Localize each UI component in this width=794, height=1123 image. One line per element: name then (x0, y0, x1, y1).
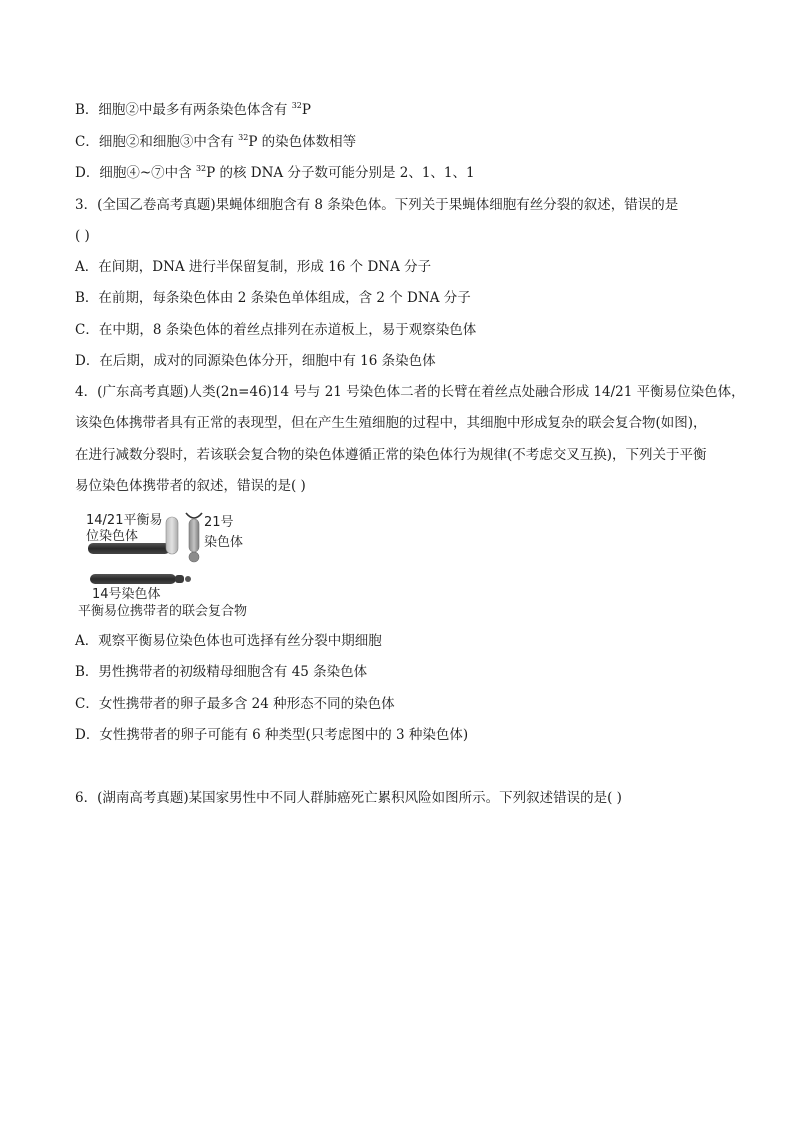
figure-caption: 平衡易位携带者的联会复合物 (78, 604, 248, 619)
q4-option-b: B．男性携带者的初级精母细胞含有 45 条染色体 (75, 664, 368, 680)
q3-option-a: A．在间期，DNA 进行半保留复制，形成 16 个 DNA 分子 (75, 259, 432, 275)
q6-stem: 6．(湖南高考真题)某国家男性中不同人群肺癌死亡累积风险如图所示。下列叙述错误的是( ) (75, 790, 622, 806)
q4-stem-line-4: 易位染色体携带者的叙述，错误的是( ) (75, 478, 306, 494)
q4-option-d: D．女性携带者的卵子可能有 6 种类型(只考虑图中的 3 种染色体) (75, 727, 469, 743)
q4-stem-line-2: 该染色体携带者具有正常的表现型，但在产生生殖细胞的过程中，其细胞中形成复杂的联会复合物(如图)， (75, 415, 707, 431)
q2-option-c: C．细胞②和细胞③中含有 $^{32}$P 的染色体数相等 (75, 133, 357, 150)
q4-option-c: C．女性携带者的卵子最多含 24 种形态不同的染色体 (75, 696, 395, 712)
label-translocation-chromosome-2: 位染色体 (86, 529, 139, 544)
translocation-chromosome-long-arm (88, 543, 170, 554)
q2-option-b: B．细胞②中最多有两条染色体含有 $^{32}$P (75, 101, 311, 118)
label-chromosome-21-1: 21号 (204, 515, 234, 530)
q4-option-a: A．观察平衡易位染色体也可选择有丝分裂中期细胞 (75, 633, 382, 649)
chromosome-14-long-arm (90, 574, 176, 584)
translocation-chromosome-vertical-arm (166, 517, 178, 554)
label-chromosome-21-2: 染色体 (204, 535, 244, 550)
label-chromosome-14: 14号染色体 (92, 587, 161, 602)
q3-stem: 3．(全国乙卷高考真题)果蝇体细胞含有 8 条染色体。下列关于果蝇体细胞有丝分裂的叙述，错误的是 (75, 197, 679, 213)
q3-option-d: D．在后期，成对的同源染色体分开，细胞中有 16 条染色体 (75, 353, 436, 369)
synapsis-complex-figure (78, 505, 298, 623)
q4-stem-line-1: 4．(广东高考真题)人类(2n=46)14 号与 21 号染色体二者的长臂在着丝点处融合形成 14/21 平衡易位染色体， (75, 384, 745, 400)
q2-option-d: D．细胞④~⑦中含 $^{32}$P 的核 DNA 分子数可能分别是 2、1、1、1 (75, 164, 475, 181)
q3-answer-paren: ( ) (75, 228, 90, 244)
chromosome-14-short-arm (175, 575, 184, 583)
q4-stem-line-3: 在进行减数分裂时，若该联会复合物的染色体遵循正常的染色体行为规律(不考虑交叉互换)，下列关于平衡 (75, 447, 707, 463)
chromosome-21-arm (189, 519, 199, 552)
q3-option-c: C．在中期，8 条染色体的着丝点排列在赤道板上，易于观察染色体 (75, 322, 477, 338)
chromosome-21-centromere (189, 552, 199, 562)
chromosome-21-top-curve (186, 513, 202, 518)
chromosome-14-satellite (185, 576, 191, 582)
label-translocation-chromosome-1: 14/21平衡易 (86, 513, 163, 528)
q3-option-b: B．在前期，每条染色体由 2 条染色单体组成，含 2 个 DNA 分子 (75, 290, 471, 306)
